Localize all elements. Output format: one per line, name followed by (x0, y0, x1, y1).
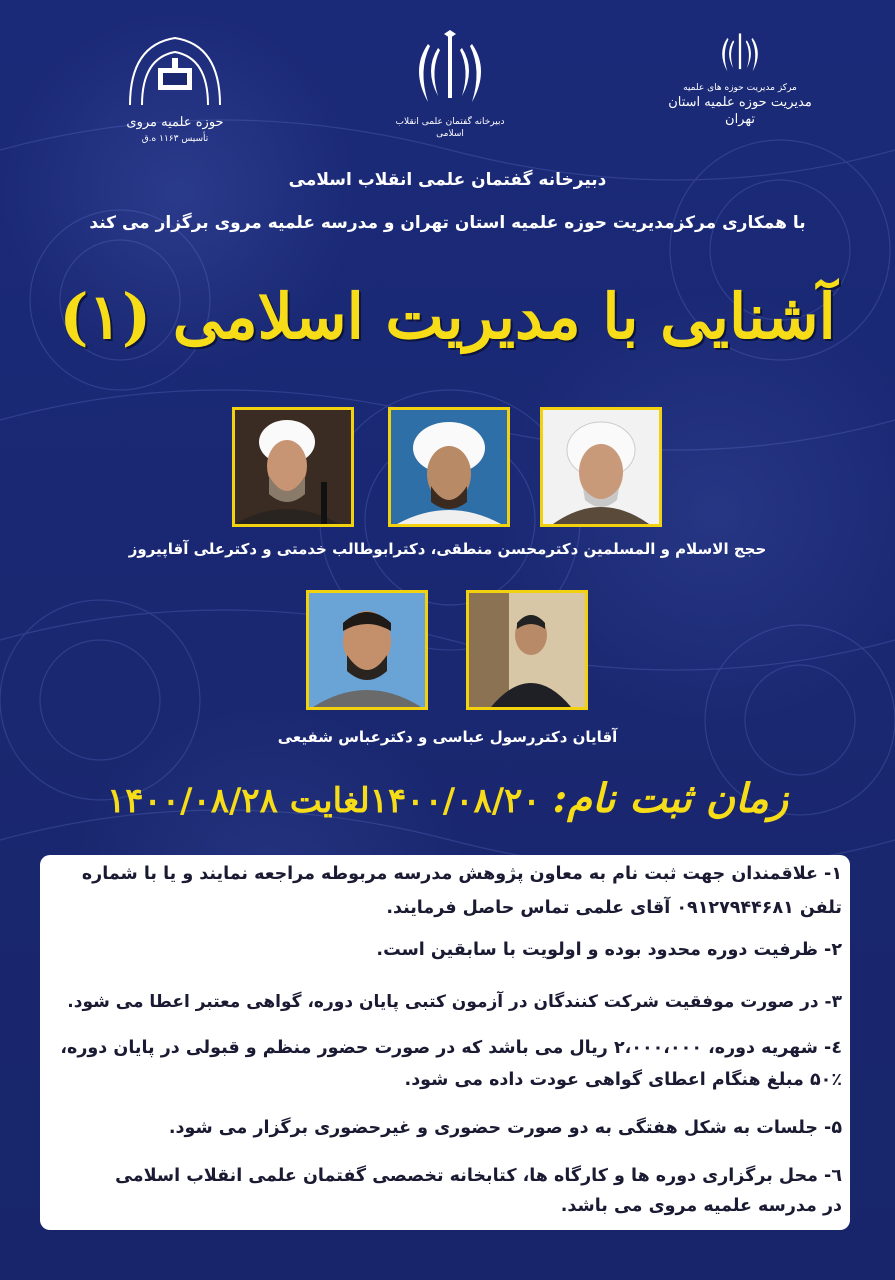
speaker-photo-4 (466, 590, 588, 710)
speaker-photo-5 (306, 590, 428, 710)
speaker-photo-1 (540, 407, 662, 527)
right-logo-title: مدیریت حوزه علمیه استان تهران (668, 95, 812, 127)
center-emblem-logo (385, 30, 515, 140)
registration-dates: ۱۴۰۰/۰۸/۲۰لغایت ۱۴۰۰/۰۸/۲۸ (106, 781, 541, 821)
speakers-row1-caption: حجج الاسلام و المسلمین دکترمحسن منطقی، دکترابوطالب خدمتی و دکترعلی آقاپیروز (128, 540, 767, 558)
speaker-photo-3 (232, 407, 354, 527)
collaboration-heading: با همکاری مرکزمدیریت حوزه علمیه استان تهران و مدرسه علمیه مروی برگزار می کند (89, 213, 806, 233)
organizer-heading: دبیرخانه گفتمان علمی انقلاب اسلامی (288, 170, 607, 190)
info-item-2: ۲- ظرفیت دوره محدود بوده و اولویت با سابقین است. (376, 940, 842, 960)
info-box (40, 855, 850, 1230)
info-item-4-line1: ٤- شهریه دوره، ۲،۰۰۰،۰۰۰ ریال می باشد که در صورت حضور منظم و قبولی در پایان دوره، (60, 1038, 842, 1058)
info-item-1-line2: تلفن ۰۹۱۲۷۹۴۴۶۸۱ آقای علمی تماس حاصل فرمایند. (386, 898, 842, 918)
seminary-management-logo (660, 30, 820, 128)
info-item-6-line2: در مدرسه علمیه مروی می باشد. (560, 1196, 842, 1216)
marvi-seminary-logo (90, 30, 260, 145)
left-logo-title: حوزه علمیه مروی (126, 115, 224, 130)
info-item-4-line2: ۵۰٪ مبلغ هنگام اعطای گواهی عودت داده می شود. (404, 1070, 842, 1090)
registration-label: زمان ثبت نام: (552, 775, 789, 822)
iran-emblem-small-icon (717, 30, 763, 76)
center-logo-caption: دبیرخانه گفتمان علمی انقلاب اسلامی (395, 117, 505, 139)
mosque-emblem-icon (120, 30, 230, 110)
iran-emblem-icon (410, 30, 490, 110)
speaker-photo-2 (388, 407, 510, 527)
info-item-5: ۵- جلسات به شکل هفتگی به دو صورت حضوری و غیرحضوری برگزار می شود. (168, 1118, 842, 1138)
registration-period (0, 775, 895, 822)
info-item-3: ۳- در صورت موفقیت شرکت کنندگان در آزمون کتبی پایان دوره، گواهی معتبر اعطا می شود. (67, 992, 842, 1012)
info-item-1-line1: ۱- علاقمندان جهت ثبت نام به معاون پژوهش مدرسه مربوطه مراجعه نمایند و یا با شماره (81, 864, 842, 884)
right-logo-subtitle: مرکز مدیریت حوزه های علمیه (683, 83, 797, 93)
left-logo-subtitle: تأسیس ۱۱۶۳ ه.ق (141, 134, 209, 144)
speakers-row2-caption: آقایان دکتررسول عباسی و دکترعباس شفیعی (277, 728, 618, 746)
course-title: آشنایی با مدیریت اسلامی (۱) (59, 280, 836, 353)
info-item-6-line1: ٦- محل برگزاری دوره ها و کارگاه ها، کتابخانه تخصصی گفتمان علمی انقلاب اسلامی (115, 1166, 842, 1186)
